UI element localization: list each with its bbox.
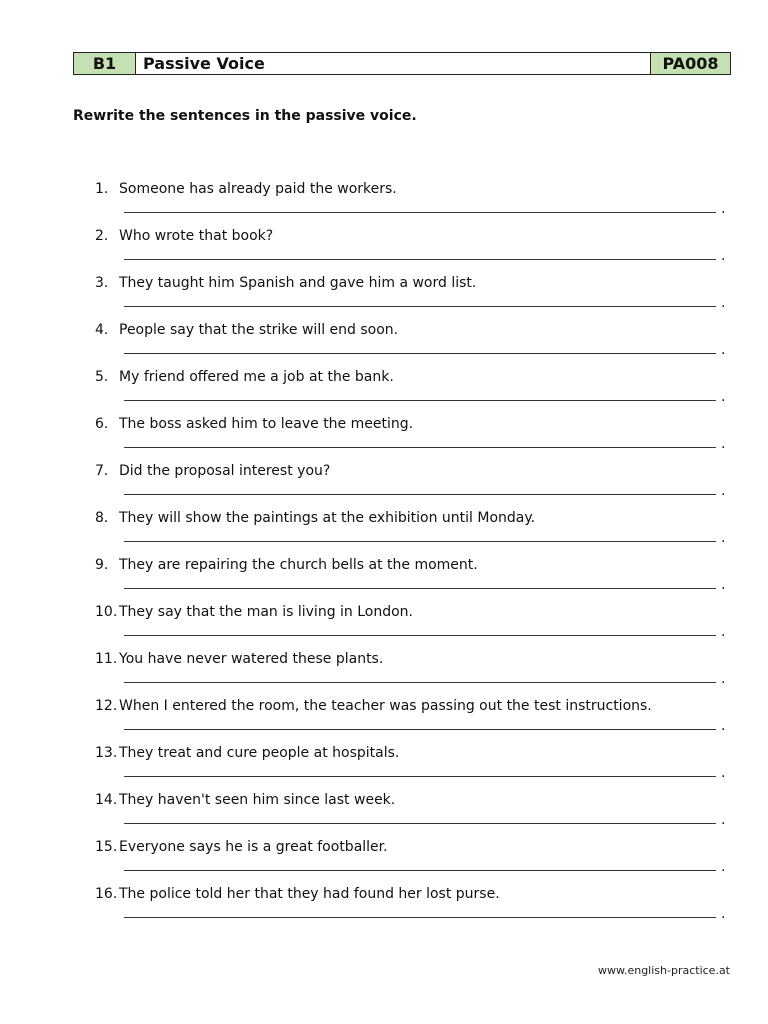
exercise-number: 3. xyxy=(95,275,109,291)
exercise-item xyxy=(95,649,735,696)
exercise-sentence: They are repairing the church bells at the moment. xyxy=(119,557,478,573)
answer-line[interactable] xyxy=(124,588,716,589)
exercise-number: 5. xyxy=(95,369,109,385)
exercise-item xyxy=(95,273,735,320)
level-cell: B1 xyxy=(74,53,136,74)
exercise-item xyxy=(95,461,735,508)
exercise-sentence: When I entered the room, the teacher was passing out the test instructions. xyxy=(119,698,652,714)
exercise-number: 13. xyxy=(95,745,118,761)
exercise-number: 8. xyxy=(95,510,109,526)
answer-period: . xyxy=(721,718,726,734)
answer-period: . xyxy=(721,530,726,546)
answer-line[interactable] xyxy=(124,353,716,354)
exercise-number: 9. xyxy=(95,557,109,573)
answer-period: . xyxy=(721,389,726,405)
exercise-sentence: You have never watered these plants. xyxy=(119,651,384,667)
answer-period: . xyxy=(721,812,726,828)
instruction-text: Rewrite the sentences in the passive voice. xyxy=(73,108,417,124)
exercise-number: 12. xyxy=(95,698,118,714)
exercise-item xyxy=(95,884,735,931)
answer-period: . xyxy=(721,671,726,687)
exercise-sentence: Who wrote that book? xyxy=(119,228,274,244)
exercise-number: 1. xyxy=(95,181,109,197)
exercise-list xyxy=(95,179,735,931)
exercise-sentence: The police told her that they had found her lost purse. xyxy=(119,886,500,902)
worksheet-title: Passive Voice xyxy=(136,53,650,74)
answer-line[interactable] xyxy=(124,400,716,401)
exercise-item xyxy=(95,414,735,461)
exercise-sentence: My friend offered me a job at the bank. xyxy=(119,369,394,385)
exercise-item xyxy=(95,743,735,790)
answer-period: . xyxy=(721,295,726,311)
exercise-item xyxy=(95,790,735,837)
exercise-item xyxy=(95,555,735,602)
worksheet-code: PA008 xyxy=(650,53,730,74)
exercise-item xyxy=(95,837,735,884)
answer-period: . xyxy=(721,906,726,922)
exercise-number: 10. xyxy=(95,604,118,620)
exercise-item xyxy=(95,179,735,226)
answer-line[interactable] xyxy=(124,447,716,448)
exercise-item xyxy=(95,320,735,367)
exercise-number: 6. xyxy=(95,416,109,432)
exercise-item xyxy=(95,602,735,649)
exercise-sentence: They treat and cure people at hospitals. xyxy=(119,745,400,761)
exercise-number: 16. xyxy=(95,886,118,902)
exercise-sentence: Everyone says he is a great footballer. xyxy=(119,839,388,855)
answer-line[interactable] xyxy=(124,494,716,495)
answer-line[interactable] xyxy=(124,917,716,918)
exercise-number: 2. xyxy=(95,228,109,244)
answer-line[interactable] xyxy=(124,776,716,777)
answer-period: . xyxy=(721,765,726,781)
answer-line[interactable] xyxy=(124,259,716,260)
exercise-item xyxy=(95,696,735,743)
exercise-sentence: They say that the man is living in London. xyxy=(119,604,414,620)
answer-period: . xyxy=(721,859,726,875)
answer-period: . xyxy=(721,248,726,264)
exercise-sentence: They taught him Spanish and gave him a word list. xyxy=(119,275,477,291)
exercise-number: 15. xyxy=(95,839,118,855)
answer-line[interactable] xyxy=(124,682,716,683)
exercise-item xyxy=(95,226,735,273)
exercise-number: 4. xyxy=(95,322,109,338)
worksheet-header xyxy=(73,52,731,75)
answer-period: . xyxy=(721,342,726,358)
exercise-item xyxy=(95,508,735,555)
answer-line[interactable] xyxy=(124,870,716,871)
exercise-sentence: The boss asked him to leave the meeting. xyxy=(119,416,414,432)
exercise-item xyxy=(95,367,735,414)
exercise-sentence: They will show the paintings at the exhibition until Monday. xyxy=(119,510,536,526)
exercise-number: 7. xyxy=(95,463,109,479)
footer-url: www.english-practice.at xyxy=(597,964,730,977)
answer-line[interactable] xyxy=(124,823,716,824)
answer-period: . xyxy=(721,624,726,640)
answer-line[interactable] xyxy=(124,635,716,636)
exercise-sentence: They haven't seen him since last week. xyxy=(119,792,396,808)
answer-line[interactable] xyxy=(124,729,716,730)
exercise-sentence: Someone has already paid the workers. xyxy=(119,181,397,197)
answer-line[interactable] xyxy=(124,541,716,542)
answer-period: . xyxy=(721,577,726,593)
answer-line[interactable] xyxy=(124,212,716,213)
answer-period: . xyxy=(721,483,726,499)
answer-line[interactable] xyxy=(124,306,716,307)
answer-period: . xyxy=(721,201,726,217)
exercise-number: 11. xyxy=(95,651,118,667)
answer-period: . xyxy=(721,436,726,452)
exercise-sentence: People say that the strike will end soon. xyxy=(119,322,399,338)
exercise-number: 14. xyxy=(95,792,118,808)
exercise-sentence: Did the proposal interest you? xyxy=(119,463,331,479)
